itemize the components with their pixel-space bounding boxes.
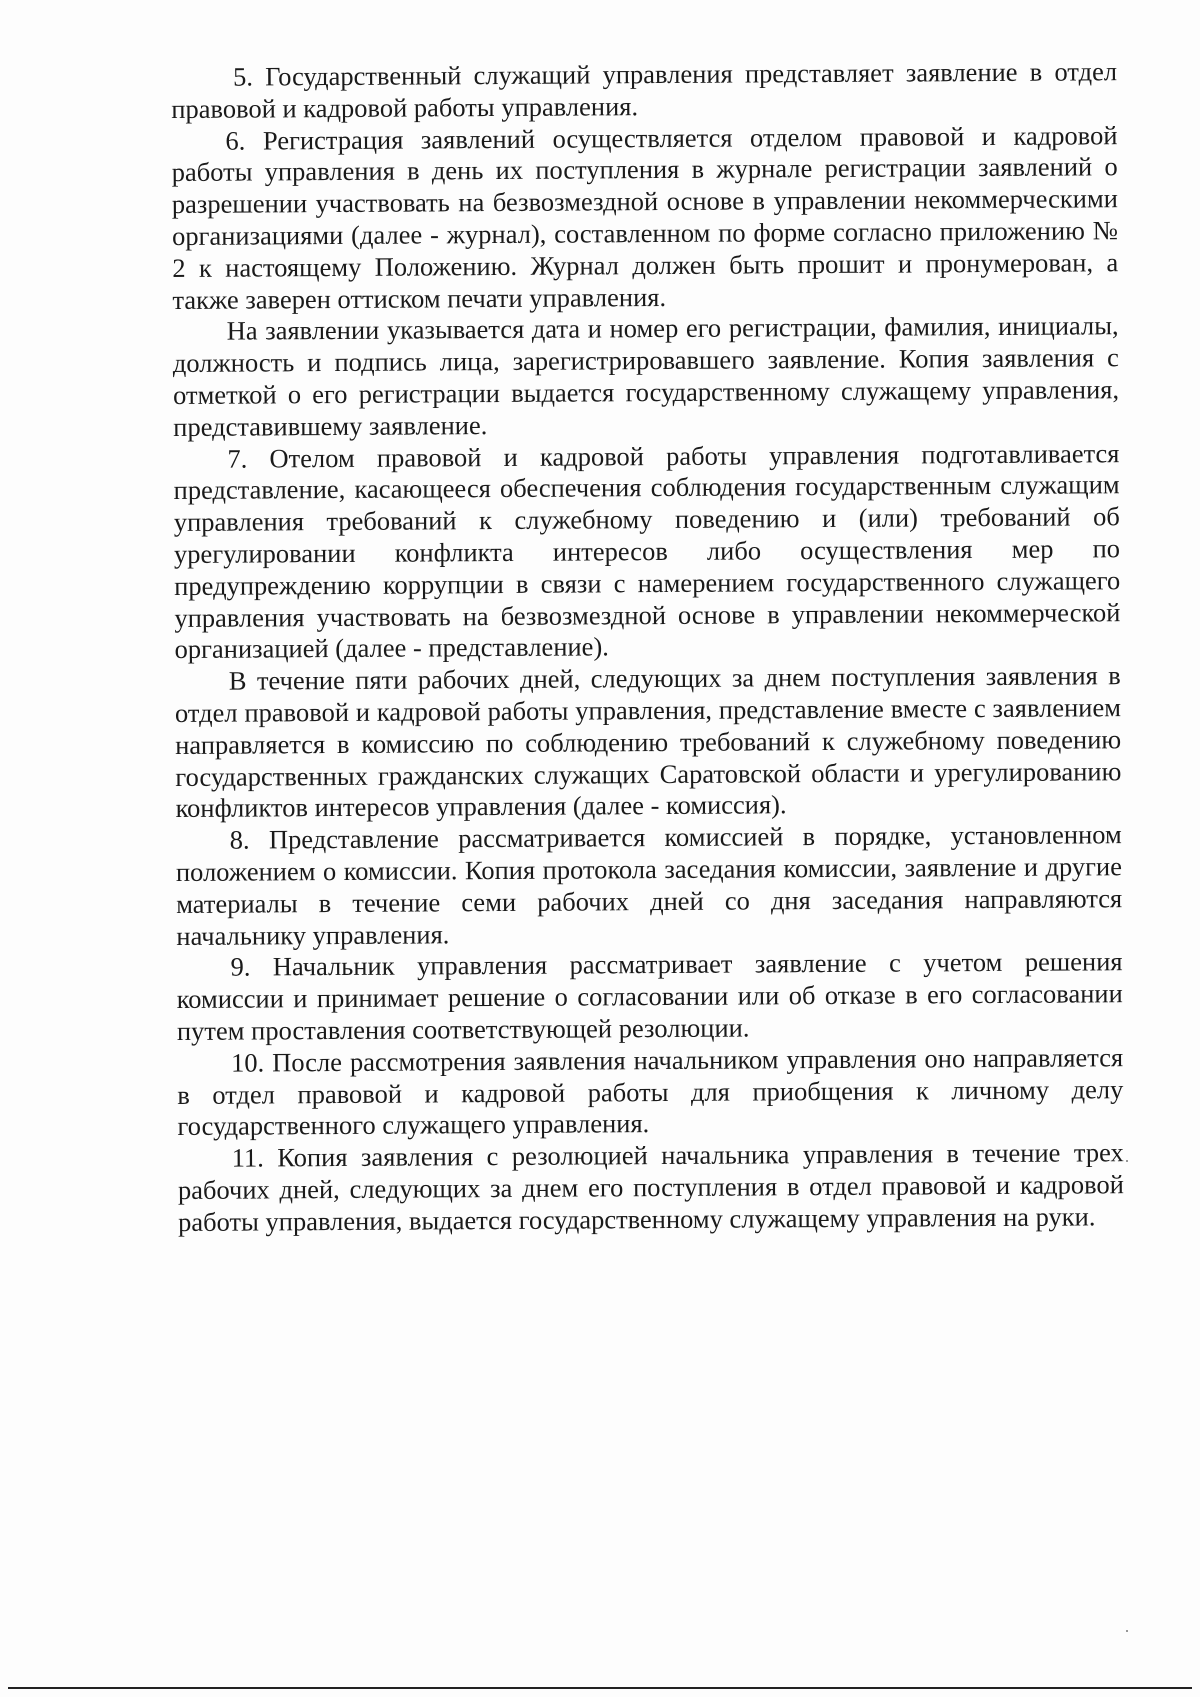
scan-speck: [1126, 1160, 1128, 1162]
paragraph-8: 8. Представление рассматривается комиссией в порядке, установленном положением о комиссии. Копия протокола заседания комиссии, заявление и другие материалы в течение семи рабочих дней со дня заседания направляются начальнику управления.: [175, 819, 1123, 951]
paragraph-10: 10. После рассмотрения заявления начальником управления оно направляется в отдел правовой и кадровой работы для приобщения к личному делу государственного служащего управления.: [177, 1041, 1124, 1142]
paragraph-6-registration-note: На заявлении указывается дата и номер его регистрации, фамилия, инициалы, должность и подпись лица, зарегистрировавшего заявление. Копия заявления с отметкой о его регистрации выдается государственному служащему управления, представившему заявление.: [172, 310, 1120, 442]
paragraph-11: 11. Копия заявления с резолюцией начальника управления в течение трех рабочих дней, следующих за днем его поступления в отдел правовой и кадровой работы управления, выдается государственному служащему управления на руки.: [177, 1137, 1124, 1237]
page-bottom-rule: [8, 1687, 1192, 1689]
document-body: [171, 56, 1124, 1238]
paragraph-9: 9. Начальник управления рассматривает заявление с учетом решения комиссии и принимает решение о согласовании или об отказе в его согласовании путем проставления соответствующей резолюции.: [176, 946, 1123, 1046]
paragraph-5: 5. Государственный служащий управления представляет заявление в отдел правовой и кадровой работы управления.: [171, 56, 1118, 124]
paragraph-7-deadline: В течение пяти рабочих дней, следующих за днем поступления заявления в отдел правовой и кадровой работы управления, представление вместе с заявлением направляется в комиссию по соблюдению требований к служебному поведению государственных гражданских служащих Саратовской области и урегулированию конфликтов интересов управления (далее - комиссия).: [174, 660, 1122, 824]
scan-speck: [1126, 1630, 1128, 1632]
paragraph-6: 6. Регистрация заявлений осуществляется отделом правовой и кадровой работы управления в день их поступления в журнале регистрации заявлений о разрешении участвовать на безвозмездной основе в управлении некоммерческими организациями (далее - журнал), составленном по форме согласно приложению № 2 к настоящему Положению. Журнал должен быть прошит и пронумерован, а также заверен оттиском печати управления.: [171, 119, 1119, 315]
paragraph-7: 7. Отелом правовой и кадровой работы управления подготавливается представление, касающееся обеспечения соблюдения государственным служащим управления требований к служебному поведению и (или) требований об урегулировании конфликта интересов либо осуществления мер по предупреждению коррупции в связи с намерением государственного служащего управления участвовать на безвозмездной основе в управлении некоммерческой организацией (далее - представление).: [173, 437, 1121, 665]
